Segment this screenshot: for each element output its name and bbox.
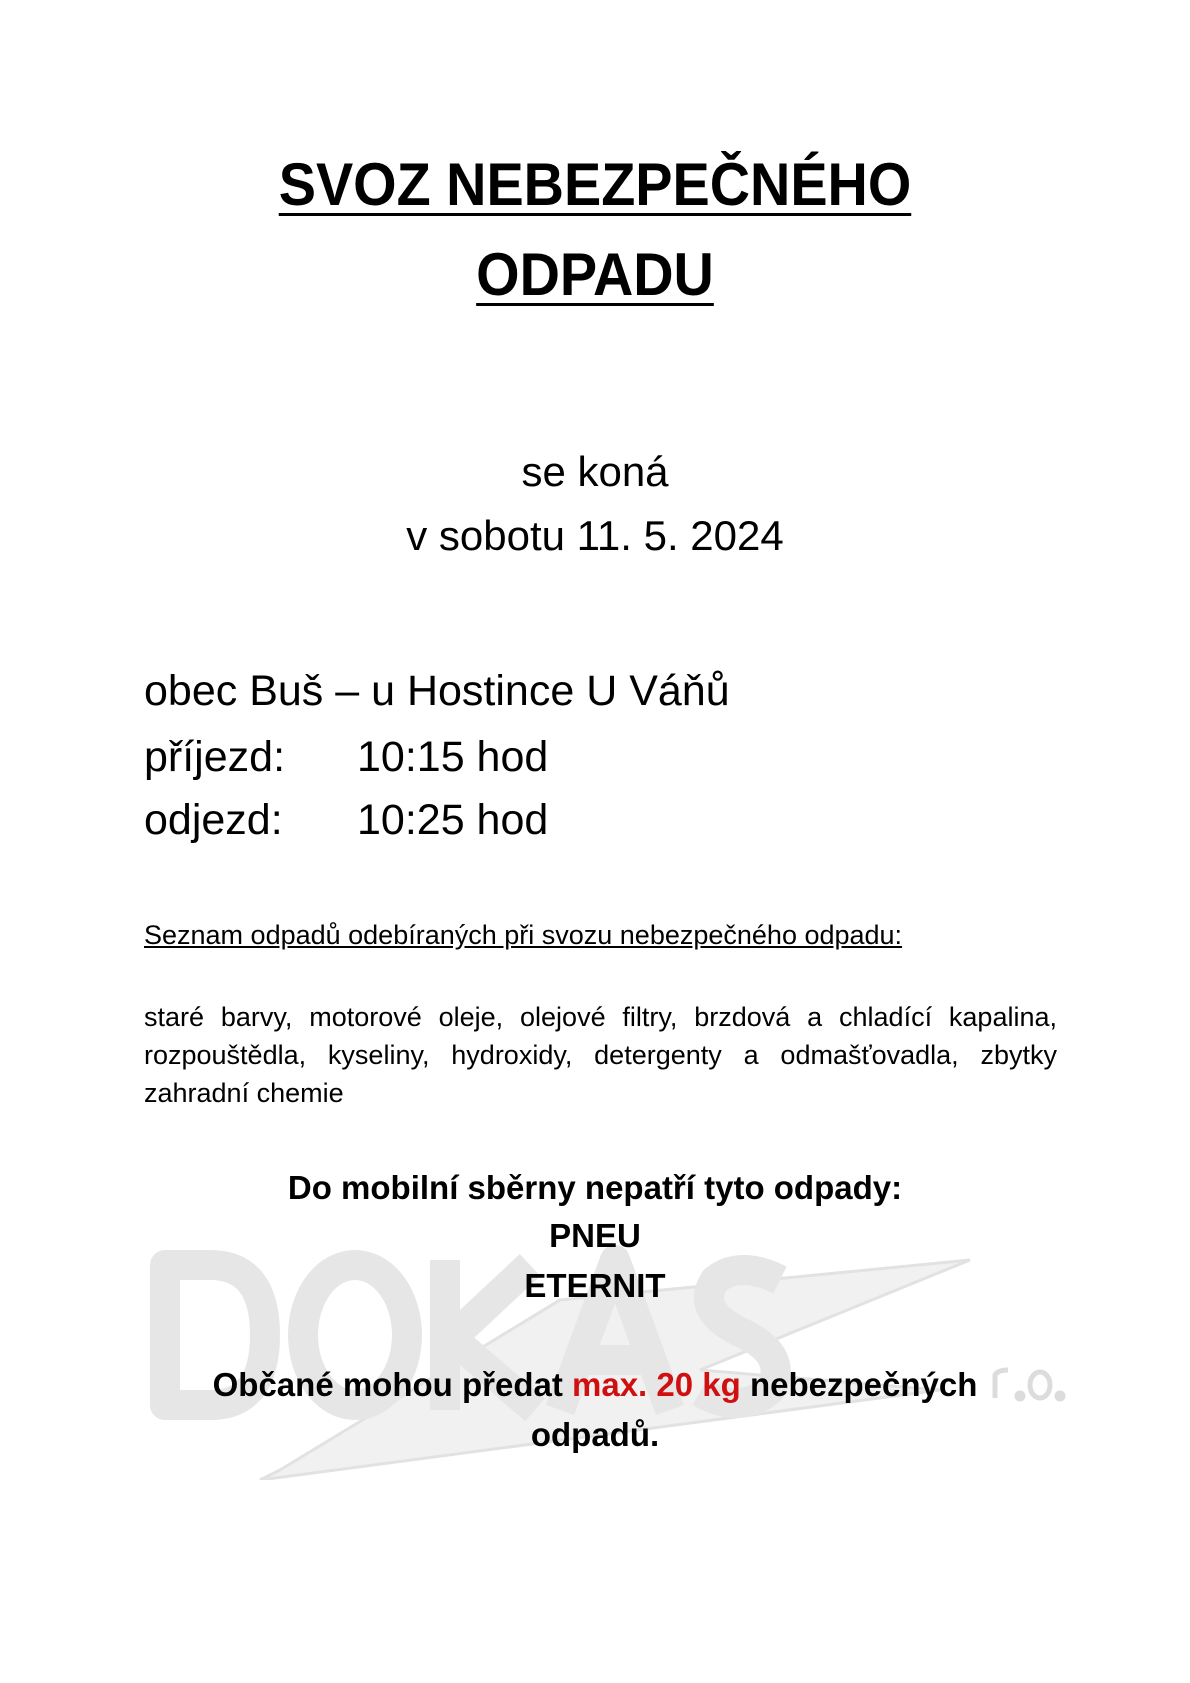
event-date: v sobotu 11. 5. 2024 [406, 512, 784, 559]
departure-label: odjezd: [144, 796, 283, 844]
title-line-1: SVOZ NEBEZPEČNÉHO [278, 151, 912, 218]
limit-notice-line-2: odpadů. [530, 1416, 660, 1453]
list-heading: Seznam odpadů odebíraných při svozu nebezpečného odpadu: [144, 920, 903, 950]
departure-time: 10:25 hod [357, 796, 549, 844]
event-intro: se koná [521, 448, 669, 495]
location: obec Buš – u Hostince U Váňů [144, 667, 730, 715]
arrival-label: příjezd: [144, 733, 286, 781]
limit-highlight: max. 20 kg [572, 1366, 741, 1403]
excluded-item: PNEU [549, 1217, 641, 1254]
title-line-2: ODPADU [476, 241, 714, 308]
excluded-heading: Do mobilní sběrny nepatří tyto odpady: [287, 1169, 903, 1206]
limit-text: Občané mohou předat [212, 1366, 572, 1403]
excluded-item: ETERNIT [524, 1267, 666, 1304]
arrival-time: 10:15 hod [357, 733, 549, 781]
limit-text-end: nebezpečných [740, 1366, 978, 1403]
waste-list: staré barvy, motorové oleje, olejové filtry, brzdová a chladící kapalina, rozpouštědla, kyseliny, hydroxidy, detergenty a odmašťovadla, zbytky zahradní chemie [144, 1002, 1057, 1108]
limit-notice [0, 1365, 1190, 1405]
